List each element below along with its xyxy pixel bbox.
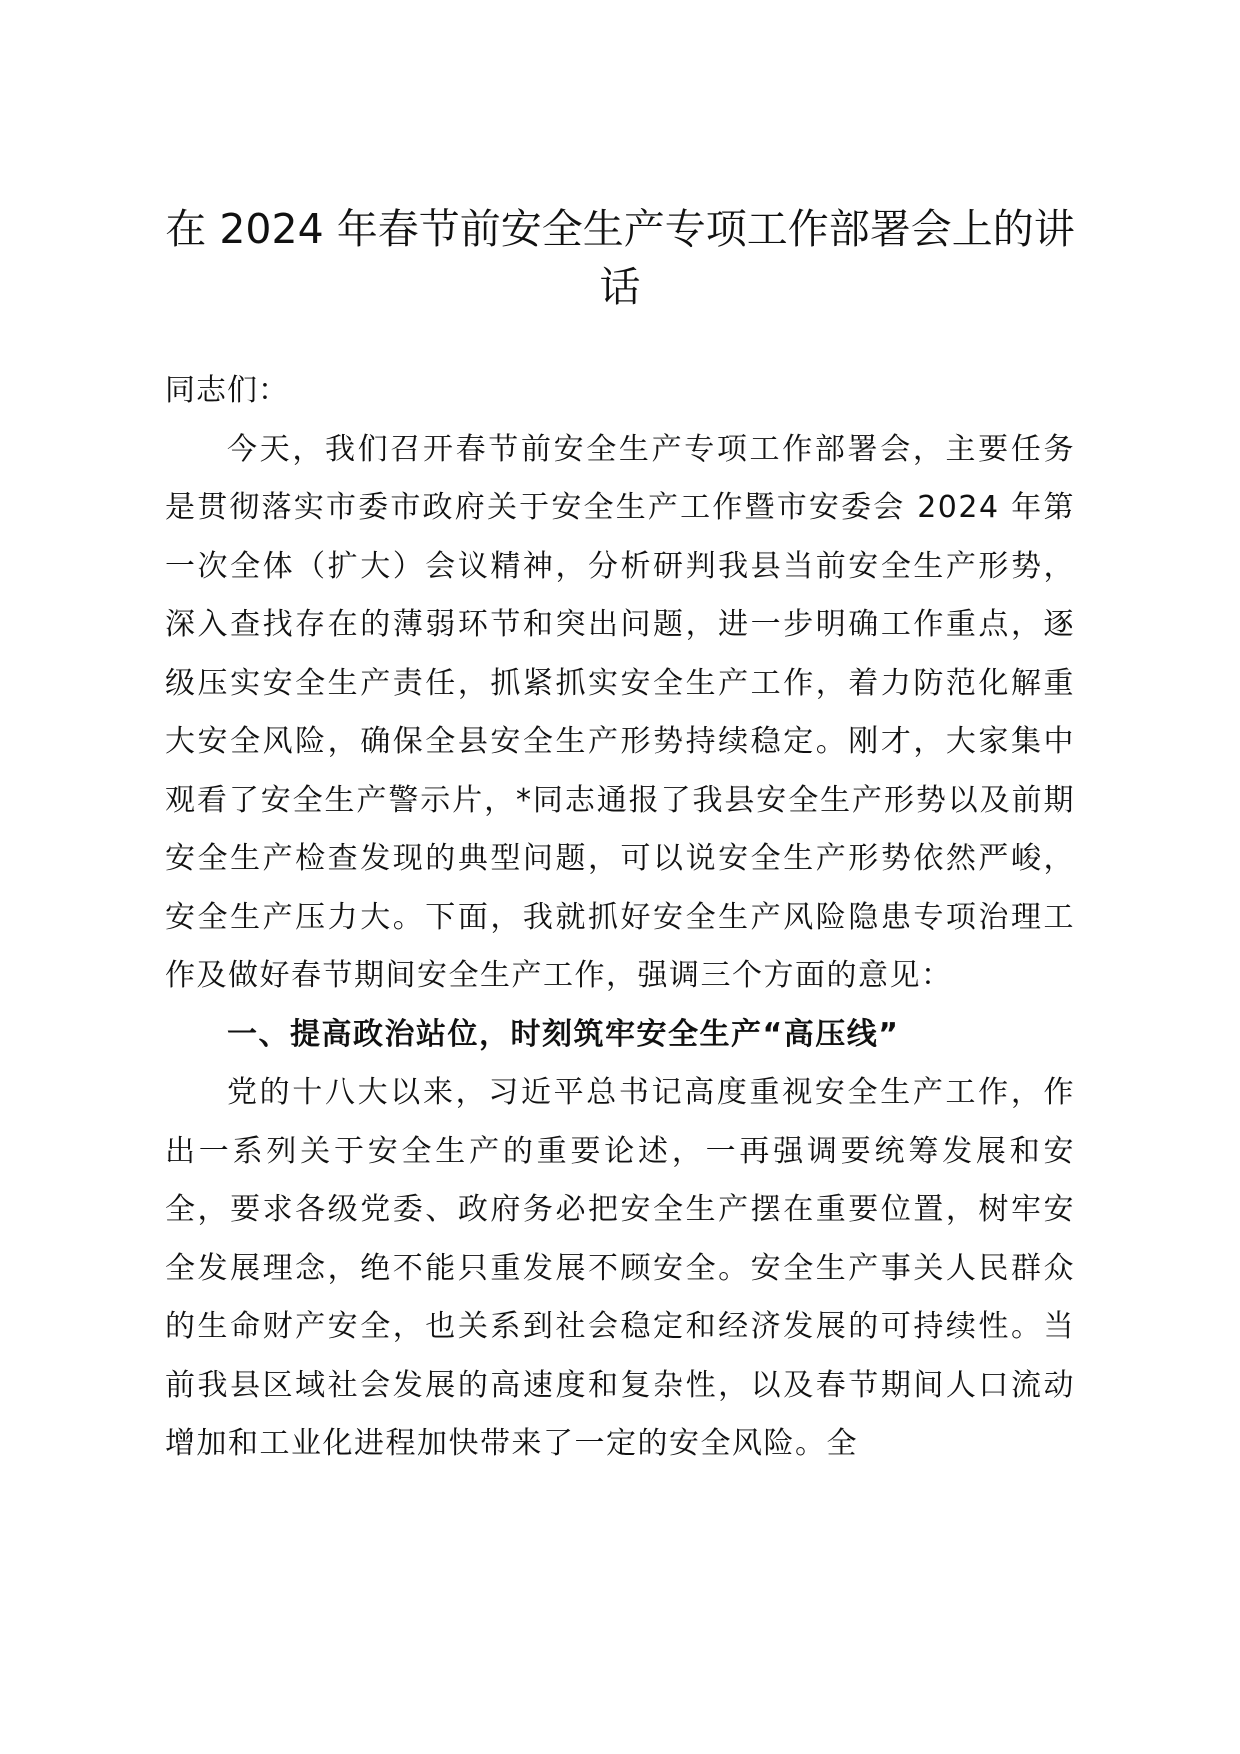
section-paragraph: 党的十八大以来，习近平总书记高度重视安全生产工作，作出一系列关于安全生产的重要论述，一再强调要统筹发展和安全，要求各级党委、政府务必把安全生产摆在重要位置，树牢安全发展理念，绝不能只重发展不顾安全。安全生产事关人民群众的生命财产安全，也关系到社会稳定和经济发展的可持续性。当前我县区域社会发展的高速度和复杂性，以及春节期间人口流动增加和工业化进程加快带来了一定的安全风险。全 [165,1075,1075,1461]
section-heading: 一、提高政治站位，时刻筑牢安全生产“高压线” [227,1016,900,1052]
intro-paragraph: 今天，我们召开春节前安全生产专项工作部署会，主要任务是贯彻落实市委市政府关于安全生产工作暨市安委会 2024 年第一次全体（扩大）会议精神，分析研判我县当前安全生产形势，深入查找存在的薄弱环节和突出问题，进一步明确工作重点，逐级压实安全生产责任，抓紧抓实安全生产工作，着力防范化解重大安全风险，确保全县安全生产形势持续稳定。刚才，大家集中观看了安全生产警示片，*同志通报了我县安全生产形势以及前期安全生产检查发现的典型问题，可以说安全生产形势依然严峻，安全生产压力大。下面，我就抓好安全生产风险隐患专项治理工作及做好春节期间安全生产工作，强调三个方面的意见： [165,431,1075,993]
document-title: 在 2024 年春节前安全生产专项工作部署会上的讲话 [165,205,1075,311]
salutation: 同志们： [165,373,289,408]
document-body [165,362,1075,1474]
